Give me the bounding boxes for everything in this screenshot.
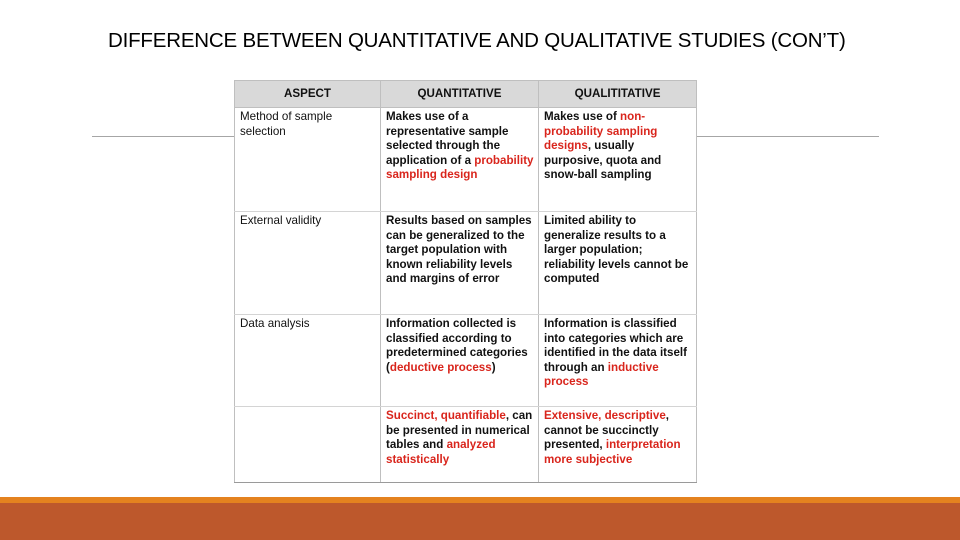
header-quantitative: QUANTITATIVE (381, 81, 539, 108)
footer-bar (0, 503, 960, 540)
quantitative-cell (381, 407, 539, 483)
table-row (235, 212, 697, 315)
table-row (235, 315, 697, 407)
highlighted-text: non-probability sampling designs (544, 110, 658, 153)
highlighted-text: Extensive, descriptive (544, 409, 666, 422)
quantitative-cell (381, 212, 539, 315)
table-header-row (235, 81, 697, 108)
cell-text: , usually purposive, quota and snow-ball sampling (544, 139, 662, 182)
cell-text: , can be presented in numerical tables and (386, 409, 533, 452)
cell-text: , cannot be succinctly presented, (544, 409, 670, 452)
comparison-table-image (234, 80, 696, 483)
table-row (235, 108, 697, 212)
highlighted-text: analyzed statistically (386, 438, 496, 466)
qualitative-cell (539, 407, 697, 483)
cell-text: ) (491, 360, 496, 374)
cell-text: Makes use of a representative sample selected through the application of a (386, 110, 509, 167)
cell-text: Results based on samples can be generalized to the target population with known reliability levels and margins of error (386, 214, 532, 286)
aspect-cell: Data analysis (235, 315, 381, 407)
header-qualitative: QUALITITATIVE (539, 81, 697, 108)
slide-title: DIFFERENCE BETWEEN QUANTITATIVE AND QUALITATIVE STUDIES (CON’T) (108, 29, 846, 52)
qualitative-cell (539, 108, 697, 212)
header-aspect: ASPECT (235, 81, 381, 108)
highlighted-text: deductive process (389, 360, 492, 374)
comparison-table (234, 80, 697, 483)
cell-text: Limited ability to generalize results to a larger population; reliability levels cannot be computed (544, 214, 689, 286)
qualitative-cell (539, 315, 697, 407)
highlighted-text: inductive process (544, 360, 659, 389)
table-row (235, 407, 697, 483)
highlighted-text: Succinct, quantifiable (386, 409, 506, 422)
aspect-cell (235, 407, 381, 483)
cell-text: Information is classified into categories which are identified in the data itself through an (544, 317, 688, 374)
quantitative-cell (381, 108, 539, 212)
highlighted-text: interpretation more subjective (544, 438, 681, 466)
highlighted-text: probability sampling design (386, 153, 534, 182)
aspect-cell: Method of sample selection (235, 108, 381, 212)
aspect-cell: External validity (235, 212, 381, 315)
quantitative-cell (381, 315, 539, 407)
cell-text: Information collected is classified according to predetermined categories ( (386, 317, 528, 374)
cell-text: Makes use of (544, 110, 621, 123)
qualitative-cell (539, 212, 697, 315)
